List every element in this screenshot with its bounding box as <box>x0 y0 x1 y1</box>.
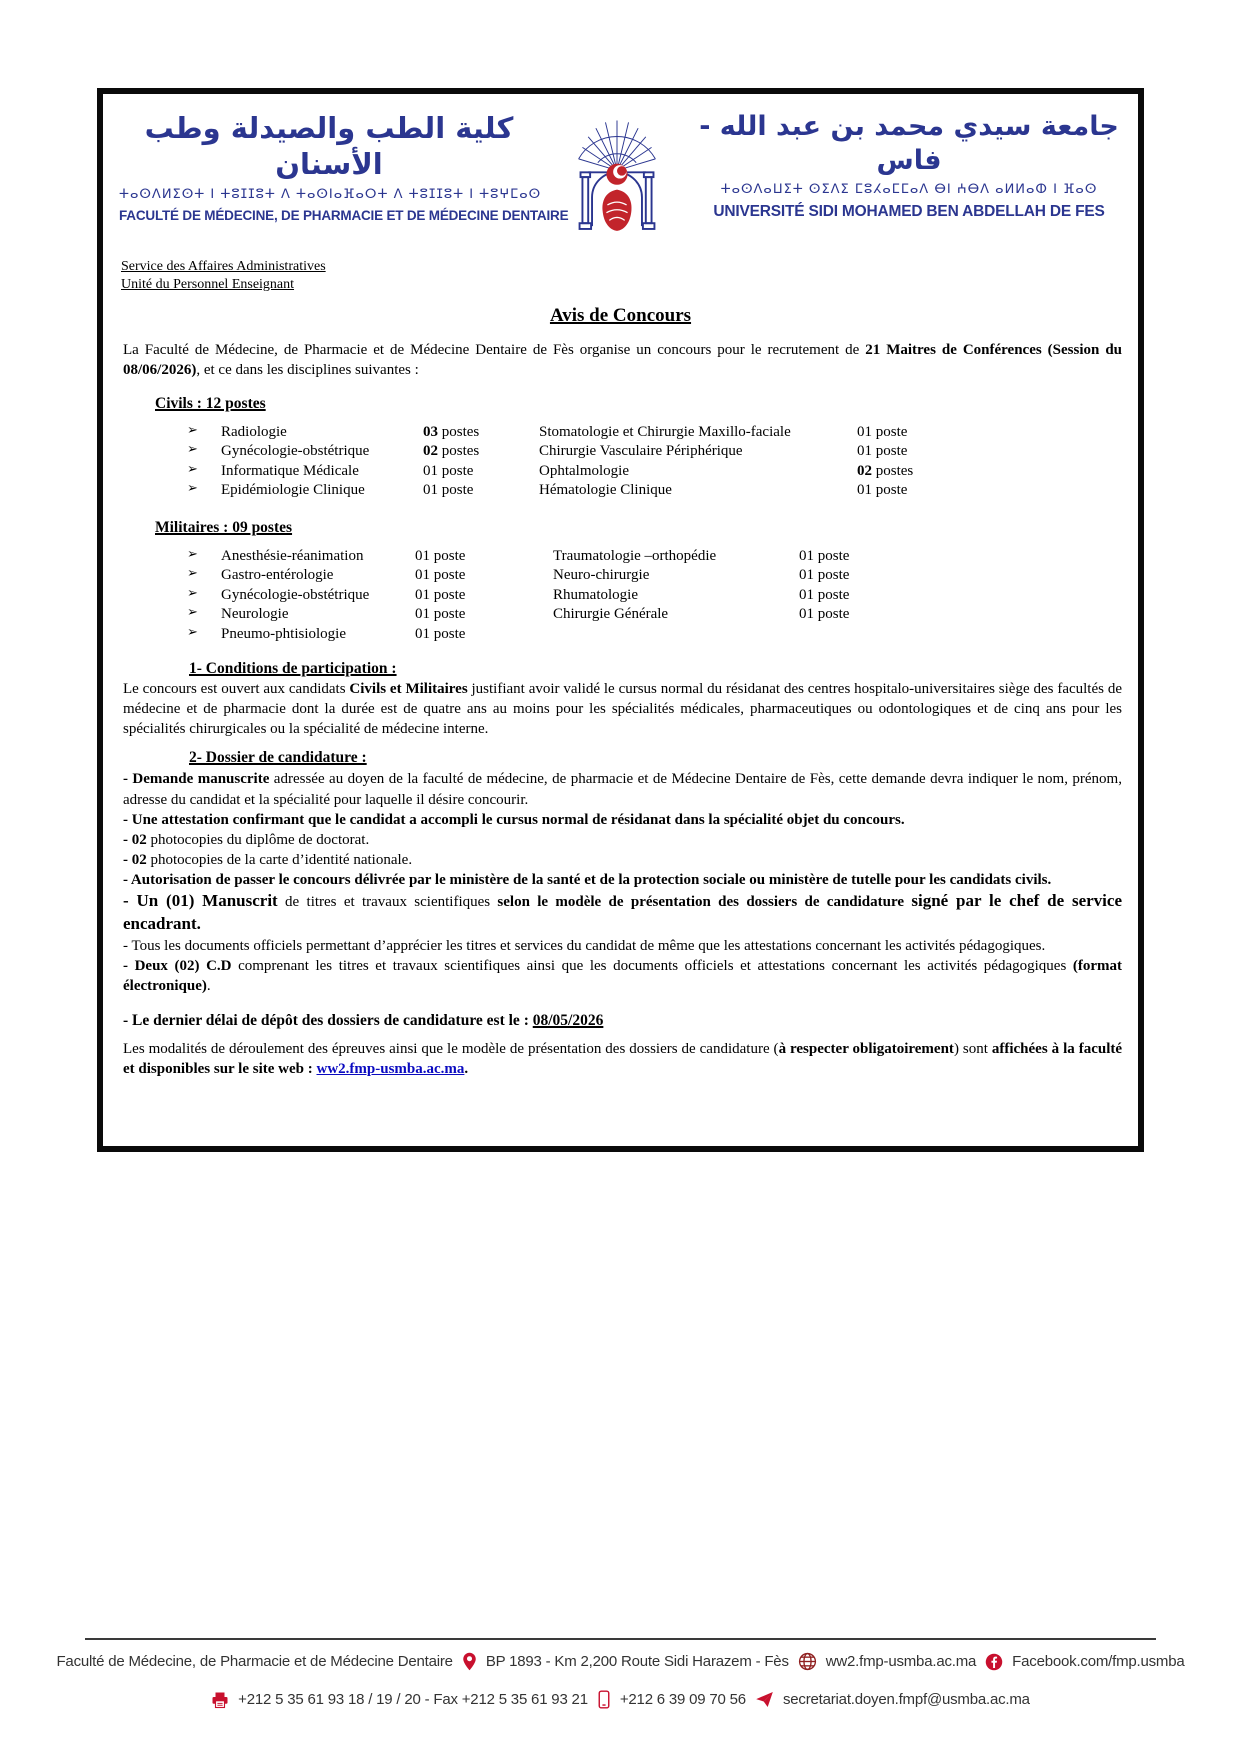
item-bold: selon le modèle de présentation des dossiers de candidature <box>497 894 912 911</box>
arrow-bullet-icon: ➢ <box>187 566 198 582</box>
post-row <box>187 442 1138 462</box>
item-bold-large: - Un (01) Manuscrit <box>123 891 278 911</box>
discipline-right: Chirurgie Générale <box>553 606 669 623</box>
closing-bold: affichées à la faculté et disponibles sur le site web : <box>123 1040 1123 1077</box>
discipline-left: Gynécologie-obstétrique <box>221 443 370 460</box>
university-name-tifinagh: ⵜⴰⵙⴷⴰⵡⵉⵜ ⵙⵉⴷⵉ ⵎⵓⵃⴰⵎⵎⴰⴷ ⴱⵏ ⵄⴱⴷ ⴰⵍⵍⴰⵀ ⵏ ⴼⴰⵙ <box>720 181 1098 197</box>
count-left <box>423 423 539 443</box>
dossier-item <box>123 890 1122 936</box>
count-left <box>415 605 553 625</box>
item-bold: - 02 <box>123 851 147 868</box>
post-row <box>187 566 1138 586</box>
intro-text-end: , et ce dans les disciplines suivantes : <box>196 361 419 378</box>
footer-facebook: Facebook.com/fmp.usmba <box>1012 1653 1185 1670</box>
faculty-name-tifinagh: ⵜⴰⵙⴷⵍⵉⵙⵜ ⵏ ⵜⵓⵊⵊⵓⵜ ⴷ ⵜⴰⵙⵏⴰⴼⴰⵔⵜ ⴷ ⵜⵓⵊⵊⵓⵜ ⵏ ⵜⵓⵖⵎⴰⵙ <box>119 186 542 202</box>
closing-highlight: à respecter obligatoirement <box>778 1040 954 1057</box>
count-unit: poste <box>814 586 850 603</box>
dossier-item <box>123 769 1122 809</box>
discipline-right: Neuro-chirurgie <box>553 567 650 584</box>
intro-highlight: 21 Maitres de Conférences (Session du 08/06/2026) <box>123 342 1122 378</box>
conditions-text: Le concours est ouvert aux candidats <box>123 681 350 698</box>
arrow-bullet-icon: ➢ <box>187 461 198 477</box>
footer-address: BP 1893 - Km 2,200 Route Sidi Harazem - Fès <box>485 1653 789 1670</box>
discipline-right: Traumatologie –orthopédie <box>553 547 717 564</box>
arrow-bullet-icon: ➢ <box>187 422 198 438</box>
discipline-right <box>553 625 799 645</box>
count-unit: poste <box>438 482 474 499</box>
count-right <box>799 625 1138 645</box>
dossier-heading: 2- Dossier de candidature : <box>189 749 367 767</box>
item-bold: - Demande manuscrite <box>123 771 270 788</box>
post-row <box>187 547 1138 567</box>
discipline-left: Pneumo-phtisiologie <box>221 625 346 642</box>
discipline-left: Gastro-entérologie <box>221 567 334 584</box>
count-number: 01 <box>857 443 872 460</box>
count-number: 02 <box>423 443 438 460</box>
dossier-item <box>123 830 1122 850</box>
closing-paragraph <box>123 1040 1122 1080</box>
arrow-bullet-icon: ➢ <box>187 605 198 621</box>
count-unit: poste <box>814 547 850 564</box>
footer-email: secretariat.doyen.fmpf@usmba.ac.ma <box>782 1691 1030 1708</box>
discipline-left: Radiologie <box>221 423 287 440</box>
count-left <box>415 586 553 606</box>
count-number: 01 <box>857 423 872 440</box>
count-left <box>415 547 553 567</box>
dossier-item <box>123 956 1122 996</box>
deadline-line <box>123 1012 1122 1030</box>
footer-contact-line1 <box>0 1652 1241 1671</box>
intro-text: La Faculté de Médecine, de Pharmacie et de Médecine Dentaire de Fès organise un concours pour le recrutement de <box>123 342 866 358</box>
civils-heading: Civils : 12 postes <box>155 394 266 412</box>
count-unit: poste <box>430 586 466 603</box>
item-bold: - Autorisation de passer le concours délivrée par le ministère de la santé et de la protection sociale ou ministère de tutelle pour les candidats civils. <box>123 871 1052 888</box>
footer-contact-line2 <box>0 1690 1241 1709</box>
closing-period: . <box>464 1060 469 1077</box>
count-unit: poste <box>430 606 466 623</box>
footer-mobile: +212 6 39 09 70 56 <box>619 1691 746 1708</box>
item-text: . <box>206 977 211 994</box>
footer-website: ww2.fmp-usmba.ac.ma <box>825 1653 977 1670</box>
item-text: photocopies de la carte d’identité nationale. <box>146 851 413 868</box>
website-link[interactable]: ww2.fmp-usmba.ac.ma <box>316 1060 465 1077</box>
count-left <box>415 625 553 645</box>
count-right <box>799 605 1138 625</box>
dossier-item <box>123 936 1122 956</box>
email-send-icon <box>755 1690 774 1709</box>
count-number: 01 <box>423 462 438 479</box>
count-unit: postes <box>438 443 480 460</box>
count-number: 01 <box>415 625 430 642</box>
post-row <box>187 625 1138 645</box>
count-number: 01 <box>423 482 438 499</box>
count-unit: poste <box>872 443 908 460</box>
mobile-phone-icon <box>597 1690 611 1709</box>
count-unit: poste <box>430 625 466 642</box>
item-text: adressée au doyen de la faculté de médecine, de pharmacie et de Médecine Dentaire de Fès, cette demande devra indiquer le nom, prénom, adresse du candidat et la spécialité pour laquelle il désire concourir. <box>123 771 1122 808</box>
item-bold-large: signé par le chef de service encadrant. <box>123 891 1122 933</box>
discipline-left: Informatique Médicale <box>221 462 359 479</box>
count-unit: poste <box>438 462 474 479</box>
count-right <box>857 462 1138 482</box>
document-frame <box>97 88 1144 1152</box>
count-unit: poste <box>872 423 908 440</box>
discipline-right: Rhumatologie <box>553 586 638 603</box>
discipline-left: Anesthésie-réanimation <box>221 547 364 564</box>
post-row <box>187 462 1138 482</box>
university-logo <box>562 112 672 248</box>
discipline-left: Epidémiologie Clinique <box>221 482 365 499</box>
militaires-posts-list <box>187 547 1138 645</box>
discipline-left: Neurologie <box>221 606 289 623</box>
service-line: Service des Affaires Administratives <box>121 259 326 274</box>
faculty-name-arabic: كلية الطب والصيدلة وطب الأسنان <box>144 111 514 182</box>
count-unit: poste <box>814 567 850 584</box>
fax-icon <box>211 1691 229 1709</box>
count-number: 01 <box>799 567 814 584</box>
count-number: 01 <box>415 586 430 603</box>
letterhead <box>119 110 1124 248</box>
conditions-paragraph <box>123 680 1122 739</box>
count-number: 02 <box>857 462 872 479</box>
unit-line: Unité du Personnel Enseignant <box>121 276 295 292</box>
dossier-item <box>123 870 1122 890</box>
count-left <box>423 462 539 482</box>
closing-text: Les modalités de déroulement des épreuves ainsi que le modèle de présentation des dossiers de candidature ( <box>123 1040 779 1057</box>
militaires-heading: Militaires : 09 postes <box>155 518 293 536</box>
university-name-arabic: جامعة سيدي محمد بن عبد الله - فاس <box>699 111 1119 176</box>
item-bold: - Deux (02) C.D <box>123 957 232 974</box>
count-right <box>799 586 1138 606</box>
count-number: 01 <box>857 482 872 499</box>
item-bold: - Une attestation confirmant que le candidat a accompli le cursus normal de résidanat dans la spécialité objet du concours. <box>123 811 905 828</box>
faculty-name-french: FACULTÉ DE MÉDECINE, DE PHARMACIE ET DE MÉDECINE DENTAIRE <box>119 207 569 223</box>
university-name-french: UNIVERSITÉ SIDI MOHAMED BEN ABDELLAH DE FES <box>713 202 1105 220</box>
footer-faculty-name: Faculté de Médecine, de Pharmacie et de Médecine Dentaire <box>56 1653 453 1670</box>
count-unit: poste <box>430 567 466 584</box>
dossier-item <box>123 810 1122 830</box>
civils-posts-list <box>187 423 1138 501</box>
page-title: Avis de Concours <box>549 305 692 326</box>
arrow-bullet-icon: ➢ <box>187 546 198 562</box>
discipline-right: Chirurgie Vasculaire Périphérique <box>539 443 743 460</box>
deadline-label: - Le dernier délai de dépôt des dossiers de candidature est le : <box>123 1011 533 1029</box>
count-left <box>423 442 539 462</box>
conditions-text-end: justifiant avoir validé le cursus normal du résidanat des centres hospitalo-universitaires siège des facultés de médecine et de pharmacie dont la durée est de quatre ans au moins pour les spécialités médicales, pharmaceutiques ou odontologiques et de cinq ans pour les spécialités chirurgicales ou la spécialité de médecine interne. <box>123 681 1122 737</box>
count-unit: postes <box>872 462 914 479</box>
discipline-right: Stomatologie et Chirurgie Maxillo-faciale <box>539 423 791 440</box>
count-number: 03 <box>423 423 438 440</box>
globe-icon <box>798 1652 817 1671</box>
count-right <box>857 423 1138 443</box>
university-emblem-icon <box>569 112 665 248</box>
item-text: photocopies du diplôme de doctorat. <box>146 831 370 848</box>
count-left <box>423 481 539 501</box>
discipline-right: Ophtalmologie <box>539 462 629 479</box>
count-unit: poste <box>430 547 466 564</box>
discipline-left: Gynécologie-obstétrique <box>221 586 370 603</box>
count-unit: poste <box>872 482 908 499</box>
post-row <box>187 605 1138 625</box>
item-bold: (format électronique) <box>123 957 1123 994</box>
count-left <box>415 566 553 586</box>
arrow-bullet-icon: ➢ <box>187 481 198 497</box>
post-row <box>187 481 1138 501</box>
count-number: 01 <box>799 586 814 603</box>
conditions-heading: 1- Conditions de participation : <box>189 660 397 678</box>
location-pin-icon <box>462 1652 477 1671</box>
deadline-date: 08/05/2026 <box>532 1011 604 1029</box>
count-right <box>799 547 1138 567</box>
intro-paragraph <box>123 341 1122 381</box>
issuing-service <box>121 258 1138 293</box>
count-right <box>857 442 1138 462</box>
count-right <box>799 566 1138 586</box>
arrow-bullet-icon: ➢ <box>187 585 198 601</box>
footer-divider <box>85 1638 1156 1640</box>
item-text: - Tous les documents officiels permettant d’apprécier les titres et services du candidat de même que les attestations concernant les activités pédagogiques. <box>123 937 1046 954</box>
count-number: 01 <box>415 606 430 623</box>
arrow-bullet-icon: ➢ <box>187 624 198 640</box>
discipline-right: Hématologie Clinique <box>539 482 672 499</box>
count-number: 01 <box>415 547 430 564</box>
post-row <box>187 586 1138 606</box>
count-unit: poste <box>814 606 850 623</box>
count-number: 01 <box>415 567 430 584</box>
item-text: comprenant les titres et travaux scientifiques ainsi que les documents officiels et attestations concernant les activités pédagogiques <box>231 957 1073 974</box>
conditions-highlight: Civils et Militaires <box>349 681 468 698</box>
footer-phones: +212 5 35 61 93 18 / 19 / 20 - Fax +212 5 35 61 93 21 <box>238 1691 588 1708</box>
faculty-header-block <box>119 110 569 223</box>
count-number: 01 <box>799 547 814 564</box>
closing-text: ) sont <box>953 1040 992 1057</box>
count-right <box>857 481 1138 501</box>
facebook-icon <box>985 1653 1003 1671</box>
item-text: de titres et travaux scientifiques <box>277 894 498 911</box>
item-bold: - 02 <box>123 831 147 848</box>
count-number: 01 <box>799 606 814 623</box>
dossier-item <box>123 850 1122 870</box>
count-unit: postes <box>438 423 480 440</box>
post-row <box>187 423 1138 443</box>
university-header-block <box>694 110 1124 221</box>
arrow-bullet-icon: ➢ <box>187 442 198 458</box>
